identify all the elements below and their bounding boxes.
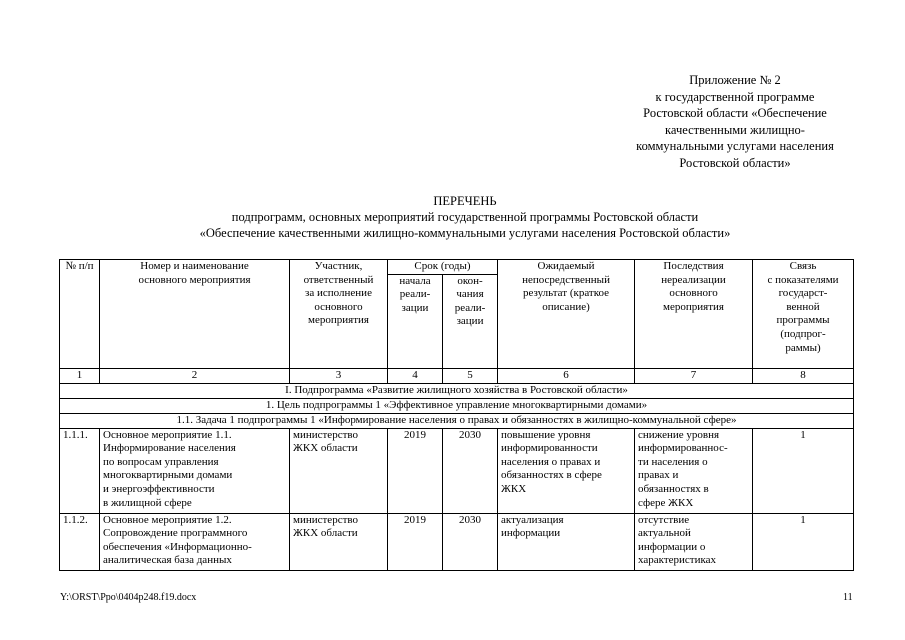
row-consequence: снижение уровня информированнос- ти населения о правах и обязанностях в сфере ЖКХ [635, 428, 753, 513]
file-path: Y:\ORST\Ppo\0404p248.f19.docx [60, 592, 197, 603]
section-row-task [60, 413, 854, 428]
header-num: № п/п [60, 260, 100, 369]
appendix-line: Ростовской области «Обеспечение [643, 106, 827, 121]
column-number: 3 [290, 369, 388, 384]
section-row-goal [60, 398, 854, 413]
appendix-line: к государственной программе [655, 89, 815, 104]
row-result: актуализация информации [498, 513, 635, 570]
header-consequence: Последствия нереализации основного мероприятия [635, 260, 753, 369]
section-subprogram: I. Подпрограмма «Развитие жилищного хозяйства в Ростовской области» [60, 383, 854, 398]
header-participant: Участник, ответственный за исполнение основного мероприятия [290, 260, 388, 369]
header-start: начала реали- зации [388, 274, 443, 368]
row-name: Основное мероприятие 1.1. Информирование населения по вопросам управления многоквартирными домами и энергоэффективности в жилищной сфере [100, 428, 290, 513]
column-number: 7 [635, 369, 753, 384]
row-start: 2019 [388, 513, 443, 570]
row-link: 1 [753, 428, 854, 513]
appendix-line: Ростовской области» [679, 155, 791, 170]
appendix-line: Приложение № 2 [689, 73, 781, 87]
table-row [60, 428, 854, 513]
row-end: 2030 [443, 513, 498, 570]
column-number: 5 [443, 369, 498, 384]
activities-table [59, 259, 854, 571]
table-row [60, 513, 854, 570]
row-num: 1.1.2. [60, 513, 100, 570]
title-line-1: подпрограмм, основных мероприятий государственной программы Ростовской области [231, 209, 699, 224]
column-number: 4 [388, 369, 443, 384]
section-goal: 1. Цель подпрограммы 1 «Эффективное управление многоквартирными домами» [60, 398, 854, 413]
row-participant: министерство ЖКХ области [290, 428, 388, 513]
header-result: Ожидаемый непосредственный результат (краткое описание) [498, 260, 635, 369]
appendix-line: качественными жилищно- [665, 122, 805, 137]
row-link: 1 [753, 513, 854, 570]
section-task: 1.1. Задача 1 подпрограммы 1 «Информирование населения о правах и обязанностях в жилищно-коммунальной сфере» [60, 413, 854, 428]
title-heading: ПЕРЕЧЕНЬ [433, 194, 497, 208]
header-end: окон- чания реали- зации [443, 274, 498, 368]
page-number: 11 [843, 592, 853, 603]
column-number: 8 [753, 369, 854, 384]
row-participant: министерство ЖКХ области [290, 513, 388, 570]
row-result: повышение уровня информированности населения о правах и обязанностях в сфере ЖКХ [498, 428, 635, 513]
column-number: 6 [498, 369, 635, 384]
column-number: 1 [60, 369, 100, 384]
row-start: 2019 [388, 428, 443, 513]
row-consequence: отсутствие актуальной информации о характеристиках [635, 513, 753, 570]
document-title [40, 194, 890, 241]
row-num: 1.1.1. [60, 428, 100, 513]
table-header-row [60, 260, 854, 275]
section-row-subprogram [60, 383, 854, 398]
row-end: 2030 [443, 428, 498, 513]
column-number-row [60, 369, 854, 384]
row-name: Основное мероприятие 1.2. Сопровождение программного обеспечения «Информационно- аналитическая база данных [100, 513, 290, 570]
title-line-2: «Обеспечение качественными жилищно-коммунальными услугами населения Ростовской области» [199, 225, 731, 240]
header-name: Номер и наименование основного мероприятия [100, 260, 290, 369]
header-link: Связь с показателями государст- венной программы (подпрог- раммы) [753, 260, 854, 369]
column-number: 2 [100, 369, 290, 384]
header-term: Срок (годы) [388, 260, 498, 275]
appendix-caption [600, 72, 870, 172]
appendix-line: коммунальными услугами населения [636, 139, 834, 154]
